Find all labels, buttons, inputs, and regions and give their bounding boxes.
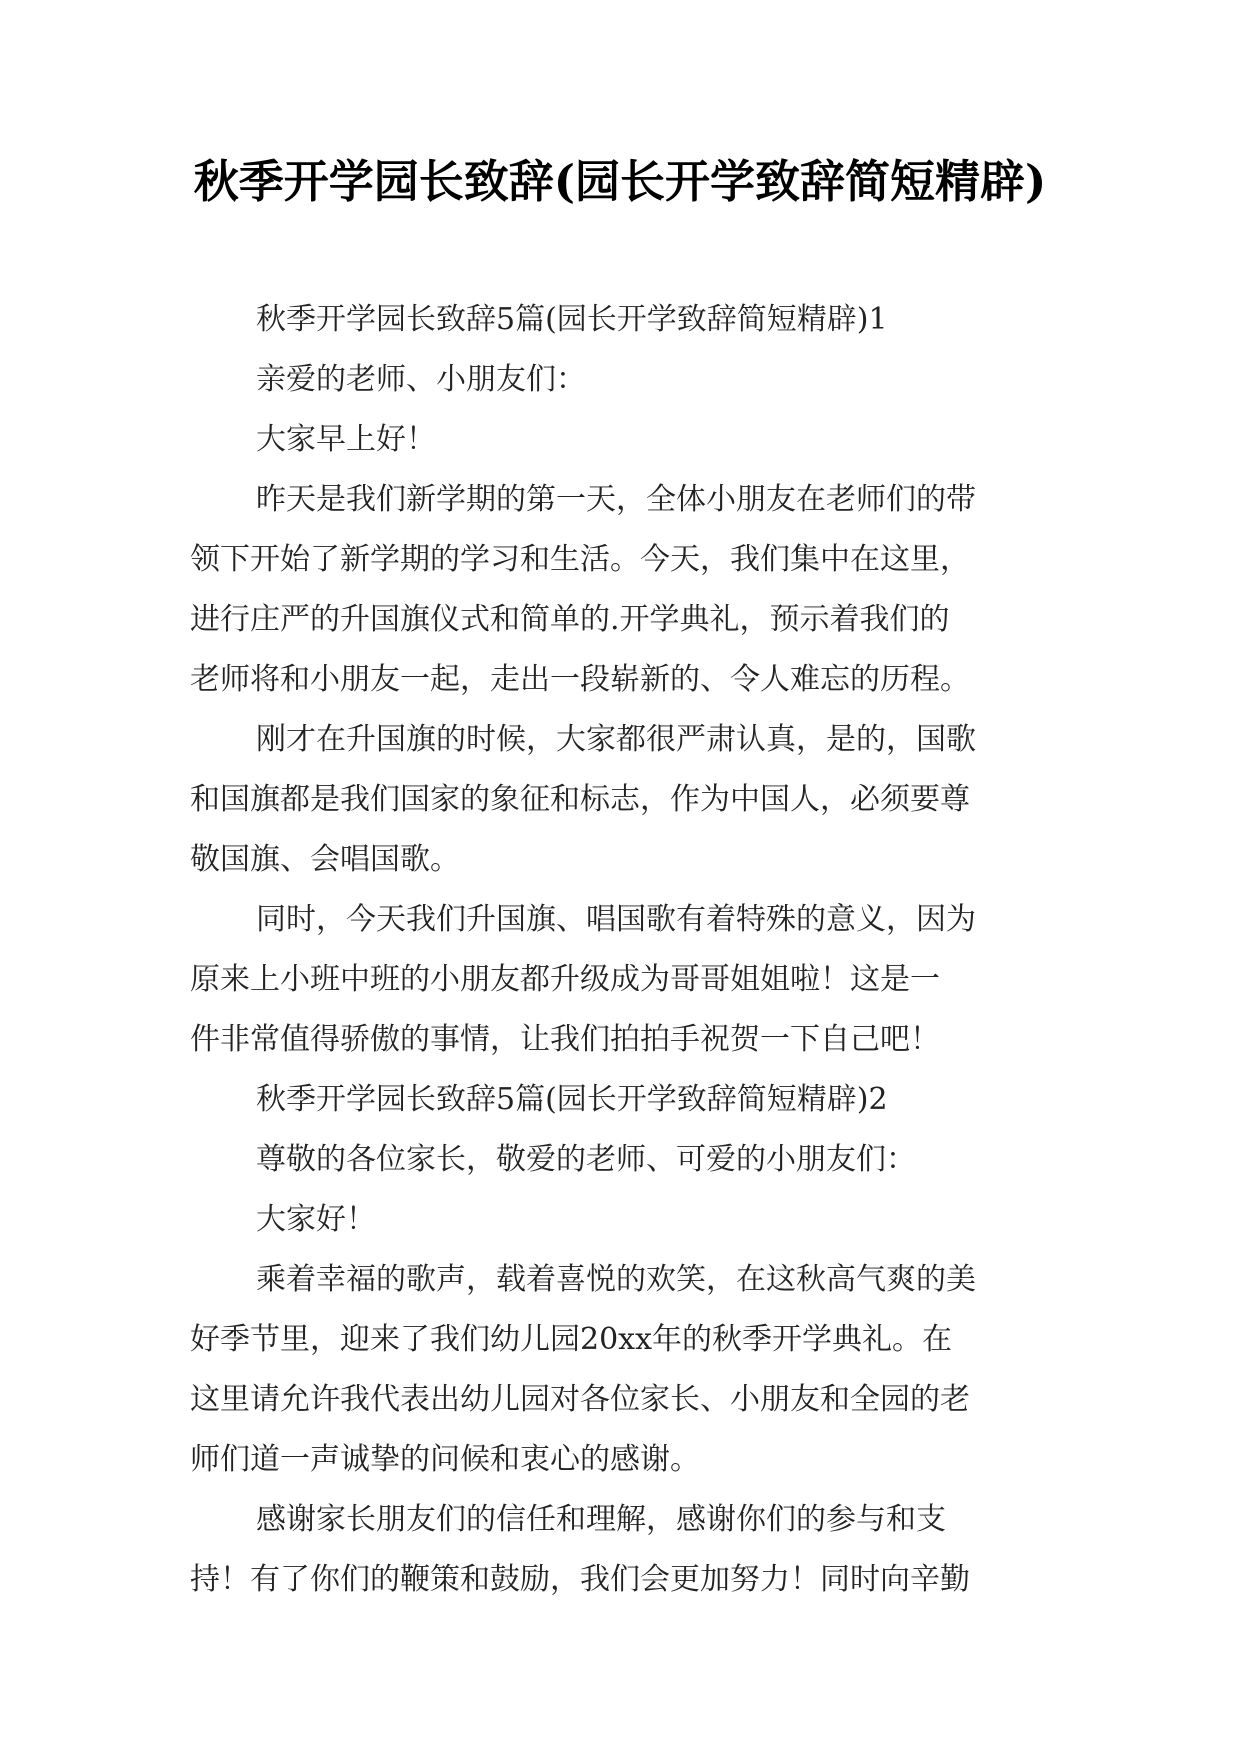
paragraph-line: 师们道一声诚挚的问候和衷心的感谢。 [190,1442,700,1477]
paragraph-line: 昨天是我们新学期的第一天，全体小朋友在老师们的带 [256,482,976,517]
paragraph-line: 老师将和小朋友一起，走出一段崭新的、令人难忘的历程。 [190,662,970,697]
paragraph-line: 敬国旗、会唱国歌。 [190,842,460,877]
paragraph-line: 和国旗都是我们国家的象征和标志，作为中国人，必须要尊 [190,782,970,817]
greeting-2: 大家好！ [256,1202,376,1237]
paragraph-line: 持！有了你们的鞭策和鼓励，我们会更加努力！同时向辛勤 [190,1562,970,1597]
paragraph-line: 件非常值得骄傲的事情，让我们拍拍手祝贺一下自己吧！ [190,1022,940,1057]
salutation-1: 亲爱的老师、小朋友们： [256,362,586,397]
paragraph-line: 这里请允许我代表出幼儿园对各位家长、小朋友和全园的老 [190,1382,970,1417]
salutation-2: 尊敬的各位家长，敬爱的老师、可爱的小朋友们： [256,1142,916,1177]
paragraph-line: 领下开始了新学期的学习和生活。今天，我们集中在这里， [190,542,970,577]
paragraph-line: 乘着幸福的歌声，载着喜悦的欢笑，在这秋高气爽的美 [256,1262,976,1297]
document-title: 秋季开学园长致辞(园长开学致辞简短精辟) [193,155,1047,208]
paragraph-line: 同时，今天我们升国旗、唱国歌有着特殊的意义，因为 [256,902,976,937]
paragraph-line: 进行庄严的升国旗仪式和简单的.开学典礼，预示着我们的 [190,602,950,637]
greeting-1: 大家早上好！ [256,422,436,457]
paragraph-line: 刚才在升国旗的时候，大家都很严肃认真，是的，国歌 [256,722,976,757]
section-heading-2: 秋季开学园长致辞5篇(园长开学致辞简短精辟)2 [256,1082,888,1117]
document-body [190,290,1070,1610]
paragraph-line: 好季节里，迎来了我们幼儿园20xx年的秋季开学典礼。在 [190,1322,953,1357]
section-heading-1: 秋季开学园长致辞5篇(园长开学致辞简短精辟)1 [256,302,888,337]
paragraph-line: 原来上小班中班的小朋友都升级成为哥哥姐姐啦！这是一 [190,962,940,997]
paragraph-line: 感谢家长朋友们的信任和理解，感谢你们的参与和支 [256,1502,946,1537]
